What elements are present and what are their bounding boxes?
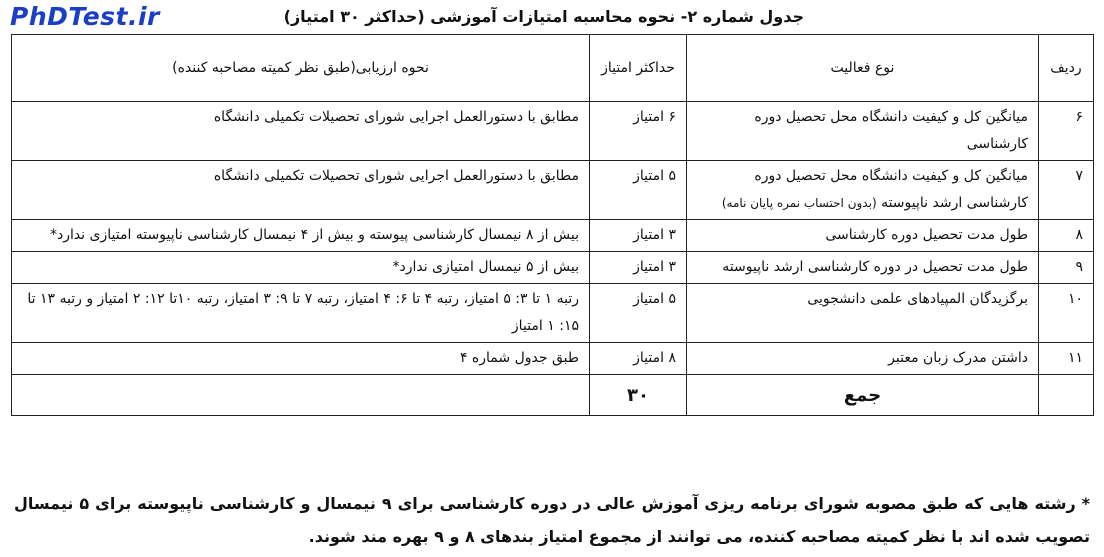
- table-row: [12, 220, 1094, 252]
- activity-cell: [687, 161, 1039, 220]
- row-number: ۸: [1039, 220, 1094, 252]
- activity-cell: [687, 252, 1039, 284]
- row-number: ۱۱: [1039, 343, 1094, 375]
- sum-empty-cell: [1039, 375, 1094, 416]
- sum-label: جمع: [687, 375, 1039, 416]
- max-points-cell: ۵ امتیاز: [590, 161, 687, 220]
- row-number: ۱۰: [1039, 284, 1094, 343]
- table-header-row: [12, 35, 1094, 102]
- score-table: [11, 34, 1094, 416]
- activity-text: طول مدت تحصیل دوره کارشناسی: [825, 227, 1028, 243]
- evaluation-cell: بیش از ۵ نیمسال امتیازی ندارد*: [12, 252, 590, 284]
- activity-text: میانگین کل و کیفیت دانشگاه محل تحصیل دوره کارشناسی: [754, 109, 1028, 152]
- evaluation-cell: طبق جدول شماره ۴: [12, 343, 590, 375]
- table-row: [12, 252, 1094, 284]
- header-row-number: ردیف: [1039, 35, 1094, 102]
- max-points-cell: ۳ امتیاز: [590, 252, 687, 284]
- evaluation-cell: بیش از ۸ نیمسال کارشناسی پیوسته و بیش از ۴ نیمسال کارشناسی ناپیوسته امتیازی ندارد*: [12, 220, 590, 252]
- row-number: ۹: [1039, 252, 1094, 284]
- header-evaluation: نحوه ارزیابی(طبق نظر کمیته مصاحبه کننده): [12, 35, 590, 102]
- max-points-cell: ۶ امتیاز: [590, 102, 687, 161]
- table-sum-row: [12, 375, 1094, 416]
- table-row: [12, 102, 1094, 161]
- table-row: [12, 284, 1094, 343]
- max-points-cell: ۳ امتیاز: [590, 220, 687, 252]
- evaluation-cell: رتبه ۱ تا ۳: ۵ امتیاز، رتبه ۴ تا ۶: ۴ امتیاز، رتبه ۷ تا ۹: ۳ امتیاز، رتبه ۱۰تا ۱۲: ۲ امتیاز و رتبه ۱۳ تا ۱۵: ۱ امتیاز: [12, 284, 590, 343]
- activity-note: (بدون احتساب نمره پایان نامه): [721, 196, 877, 210]
- activity-cell: [687, 220, 1039, 252]
- table-row: [12, 161, 1094, 220]
- footnote: * رشته هایی که طبق مصوبه شورای برنامه ریزی آموزش عالی در دوره کارشناسی برای ۹ نیمسال و کارشناسی ناپیوسته برای ۵ نیمسال تصویب شده اند با نظر کمیته مصاحبه کننده، می توانند از مجموع امتیاز بندهای ۸ و ۹ بهره مند شوند.: [14, 494, 1091, 546]
- evaluation-cell: مطابق با دستورالعمل اجرایی شورای تحصیلات تکمیلی دانشگاه: [12, 102, 590, 161]
- row-number: ۶: [1039, 102, 1094, 161]
- header-max-points: حداکثر امتیاز: [590, 35, 687, 102]
- sum-empty-cell: [12, 375, 590, 416]
- max-points-cell: ۵ امتیاز: [590, 284, 687, 343]
- evaluation-cell: مطابق با دستورالعمل اجرایی شورای تحصیلات تکمیلی دانشگاه: [12, 161, 590, 220]
- activity-text: برگزیدگان المپیادهای علمی دانشجویی: [807, 291, 1028, 307]
- max-points-cell: ۸ امتیاز: [590, 343, 687, 375]
- site-logo: PhDTest.ir: [10, 2, 160, 31]
- activity-cell: [687, 102, 1039, 161]
- table-title: جدول شماره ۲- نحوه محاسبه امتیازات آموزشی (حداکثر ۳۰ امتیاز): [283, 7, 804, 26]
- row-number: ۷: [1039, 161, 1094, 220]
- activity-text: طول مدت تحصیل در دوره کارشناسی ارشد ناپیوسته: [722, 259, 1028, 275]
- activity-text: میانگین کل و کیفیت دانشگاه محل تحصیل دوره کارشناسی ارشد ناپیوسته: [754, 168, 1028, 211]
- activity-cell: [687, 343, 1039, 375]
- sum-value: ۳۰: [590, 375, 687, 416]
- table-row: [12, 343, 1094, 375]
- activity-cell: [687, 284, 1039, 343]
- activity-text: داشتن مدرک زبان معتبر: [888, 350, 1028, 366]
- header-activity: نوع فعالیت: [687, 35, 1039, 102]
